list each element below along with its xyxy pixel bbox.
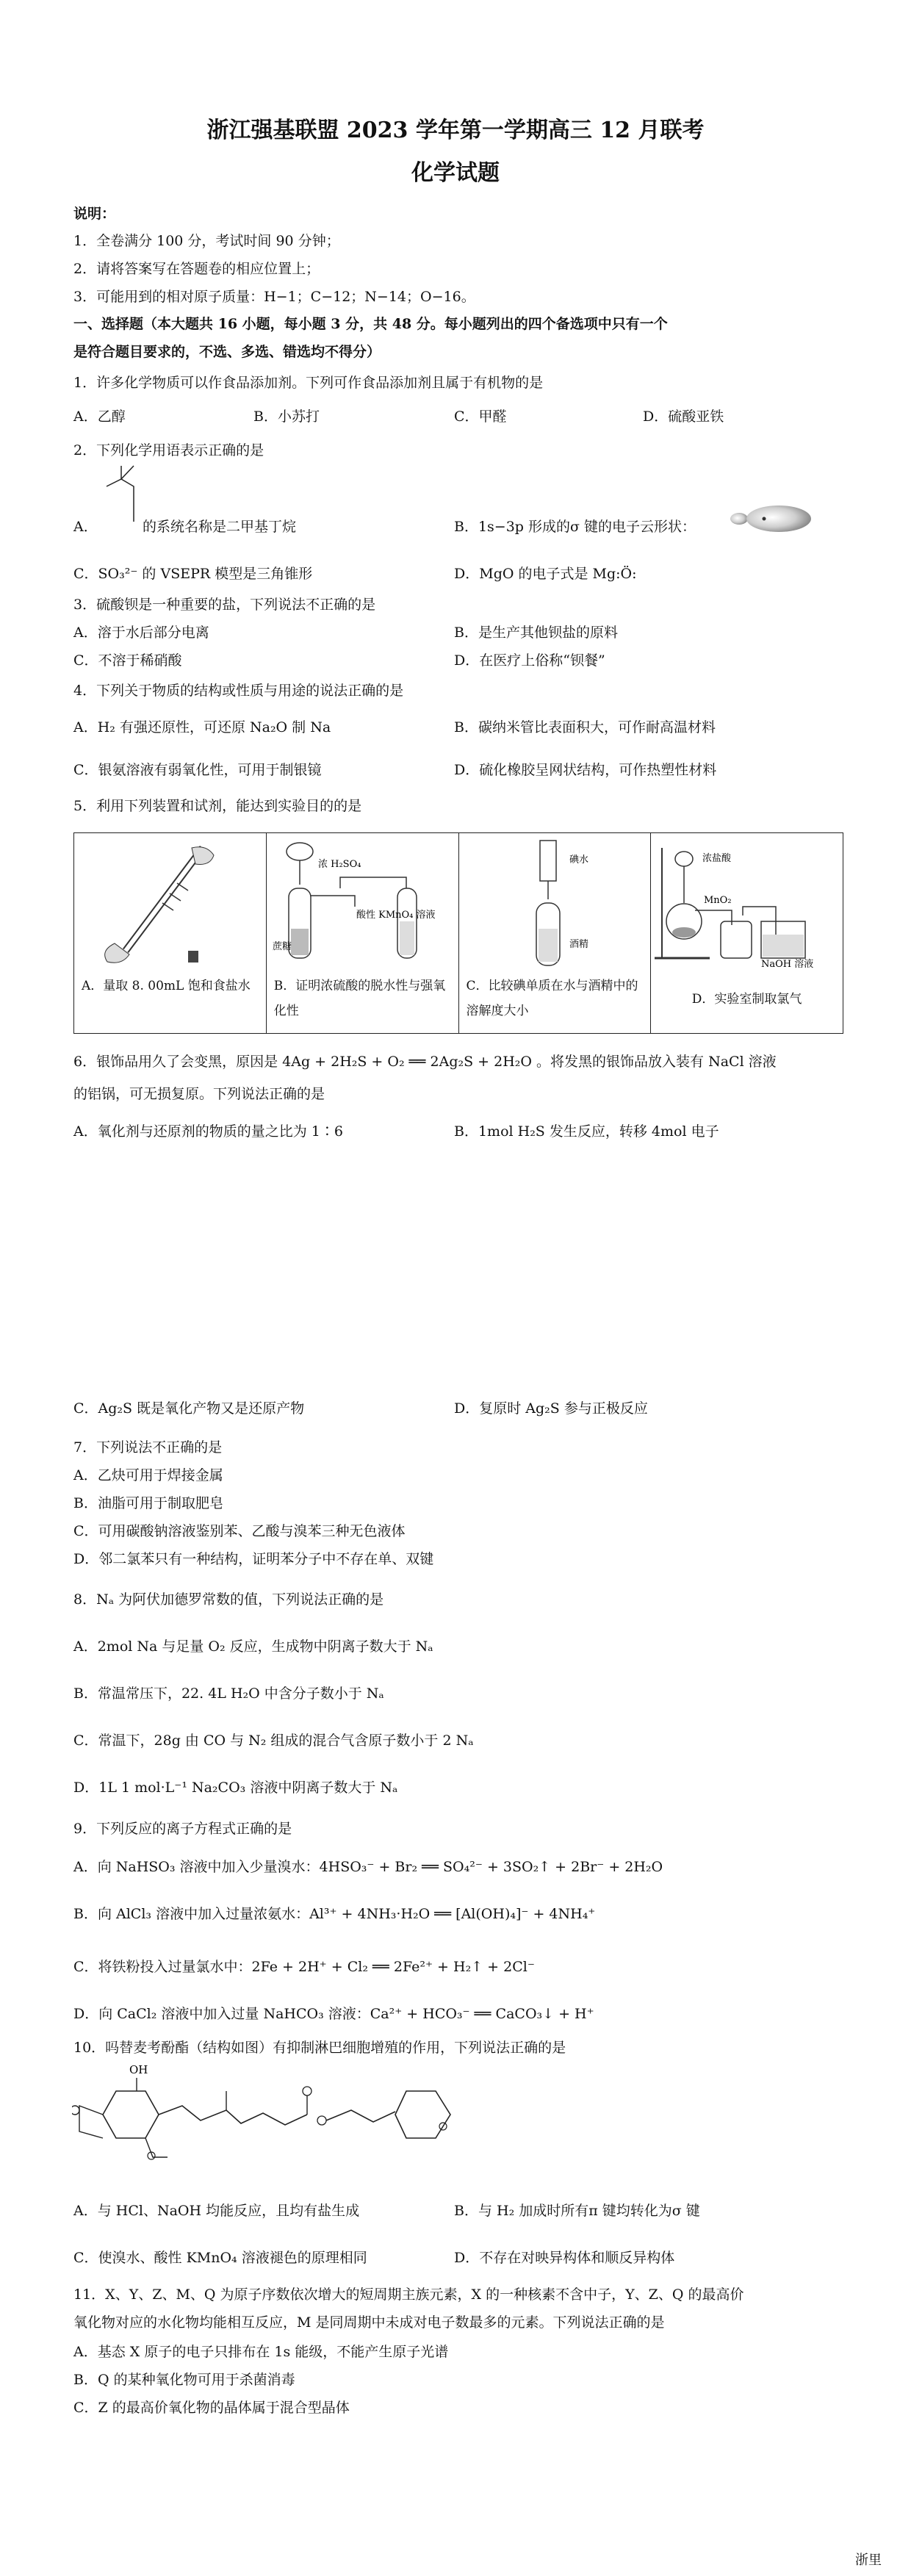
mycophenolate-mofetil-structure — [72, 2062, 513, 2172]
q2-option-d: D．MgO 的电子式是 Mg:Ö: — [454, 566, 637, 582]
exam-title: 浙江强基联盟 2023 学年第一学期高三 12 月联考 — [206, 118, 705, 143]
q5-apparatus-table — [73, 832, 843, 1034]
q4-option-c: C．银氨溶液有弱氧化性，可用于制银镜 — [73, 762, 322, 778]
q6-option-b: B．1mol H₂S 发生反应，转移 4mol 电子 — [454, 1123, 719, 1140]
section-heading-2: 是符合题目要求的，不选、多选、错选均不得分） — [73, 344, 381, 360]
q1-option-a: A．乙醇 — [73, 409, 126, 425]
q7-option-b: B．油脂可用于制取肥皂 — [73, 1495, 223, 1511]
exam-subtitle: 化学试题 — [411, 160, 500, 186]
q7-stem: 7．下列说法不正确的是 — [73, 1439, 223, 1456]
label-conc-hcl: 浓盐酸 — [702, 853, 732, 864]
q7-option-c: C．可用碳酸钠溶液鉴别苯、乙酸与溴苯三种无色液体 — [73, 1523, 406, 1539]
q11-option-b: B．Q 的某种氧化物可用于杀菌消毒 — [73, 2372, 295, 2388]
q11-stem: 11．X、Y、Z、M、Q 为原子序数依次增大的短周期主族元素，X 的一种核素不含中子，Y、Z、Q 的最高价 — [73, 2287, 744, 2303]
q5-stem: 5．利用下列装置和试剂，能达到实验目的的是 — [73, 798, 362, 814]
page-footer: 浙里 — [855, 2552, 882, 2568]
q9-option-c: C．将铁粉投入过量氯水中：2Fe + 2H⁺ + Cl₂ ══ 2Fe²⁺ + H₂↑ + 2Cl⁻ — [73, 1959, 535, 1975]
q10-stem: 10．吗替麦考酚酯（结构如图）有抑制淋巴细胞增殖的作用，下列说法正确的是 — [73, 2040, 566, 2056]
q6-stem: 6．银饰品用久了会变黑，原因是 4Ag + 2H₂S + O₂ ══ 2Ag₂S + 2H₂O 。将发黑的银饰品放入装有 NaCl 溶液 — [73, 1054, 777, 1070]
q5-option-c: C．比较碘单质在水与酒精中的溶解度大小 — [466, 979, 638, 1018]
q4-option-b: B．碳纳米管比表面积大，可作耐高温材料 — [454, 719, 716, 735]
q8-option-a: A．2mol Na 与足量 O₂ 反应，生成物中阴离子数大于 Nₐ — [73, 1638, 433, 1655]
q2-option-b: B．1s−3p 形成的σ 键的电子云形状： — [454, 519, 696, 535]
q1-option-c: C．甲醛 — [454, 409, 507, 425]
q2-option-c: C．SO₃²⁻ 的 VSEPR 模型是三角锥形 — [73, 566, 313, 582]
section-heading: 一、选择题（本大题共 16 小题，每小题 3 分，共 48 分。每小题列出的四个备选项中只有一个 — [73, 316, 668, 332]
q10-option-b: B．与 H₂ 加成时所有π 键均转化为σ 键 — [454, 2203, 700, 2219]
note-item: 1．全卷满分 100 分，考试时间 90 分钟； — [73, 233, 340, 249]
q6-stem-2: 的铝锅，可无损复原。下列说法正确的是 — [73, 1086, 325, 1102]
structure-oh-label: OH — [129, 2063, 148, 2076]
q2-stem: 2．下列化学用语表示正确的是 — [73, 442, 264, 458]
label-iodine-water: 碘水 — [569, 855, 588, 866]
burette-apparatus-image — [74, 833, 265, 968]
note-item: 3．可能用到的相对原子质量：H−1；C−12；N−14；O−16。 — [73, 289, 475, 305]
q9-option-a: A．向 NaHSO₃ 溶液中加入少量溴水：4HSO₃⁻ + Br₂ ══ SO₄²⁻ + 3SO₂↑ + 2Br⁻ + 2H₂O — [73, 1859, 663, 1875]
q8-stem: 8．Nₐ 为阿伏加德罗常数的值，下列说法正确的是 — [73, 1591, 384, 1608]
sigma-bond-electron-cloud — [726, 503, 814, 535]
apparatus-c — [459, 833, 651, 968]
q3-option-b: B．是生产其他钡盐的原料 — [454, 625, 618, 641]
q2-option-a: 的系统名称是二甲基丁烷 — [143, 519, 297, 535]
q3-stem: 3．硫酸钡是一种重要的盐，下列说法不正确的是 — [73, 597, 376, 613]
q1-option-b: B．小苏打 — [253, 409, 320, 425]
q9-option-d: D．向 CaCl₂ 溶液中加入过量 NaHCO₃ 溶液：Ca²⁺ + HCO₃⁻ ══ CaCO₃↓ + H⁺ — [73, 2006, 594, 2022]
label-sucrose: 蔗糖 — [272, 941, 292, 952]
notes-heading: 说明： — [73, 206, 116, 222]
apparatus-b — [267, 833, 458, 968]
apparatus-d — [651, 833, 843, 968]
q3-option-a: A．溶于水后部分电离 — [73, 625, 209, 641]
q7-option-d: D．邻二氯苯只有一种结构，证明苯分子中不存在单、双键 — [73, 1551, 434, 1567]
q9-option-b: B．向 AlCl₃ 溶液中加入过量浓氨水：Al³⁺ + 4NH₃·H₂O ══ [Al(OH)₄]⁻ + 4NH₄⁺ — [73, 1906, 596, 1922]
label-mno2: MnO₂ — [704, 895, 732, 906]
note-item: 2．请将答案写在答题卷的相应位置上； — [73, 261, 320, 277]
q4-option-a: A．H₂ 有强还原性，可还原 Na₂O 制 Na — [73, 719, 331, 735]
apparatus-a — [74, 833, 266, 968]
q8-option-b: B．常温常压下，22. 4L H₂O 中含分子数小于 Nₐ — [73, 1685, 384, 1702]
label-acidic-kmno4: 酸性 KMnO₄ 溶液 — [356, 910, 436, 921]
chlorine-prep-apparatus-image — [651, 833, 842, 968]
q5-option-b: B．证明浓硫酸的脱水性与强氧化性 — [273, 979, 446, 1018]
q8-option-d: D．1L 1 mol·L⁻¹ Na₂CO₃ 溶液中阴离子数大于 Nₐ — [73, 1780, 398, 1796]
q5-option-d: D．实验室制取氯气 — [691, 992, 802, 1007]
q3-option-d: D．在医疗上俗称“钡餐” — [454, 652, 605, 669]
label-alcohol: 酒精 — [569, 939, 588, 950]
label-naoh-solution: NaOH 溶液 — [761, 959, 814, 968]
q2-option-a-label: A． — [73, 519, 98, 535]
label-conc-h2so4: 浓 H₂SO₄ — [317, 859, 361, 870]
q11-option-a: A．基态 X 原子的电子只排布在 1s 能级，不能产生原子光谱 — [73, 2344, 449, 2360]
q9-stem: 9．下列反应的离子方程式正确的是 — [73, 1821, 292, 1837]
q4-option-d: D．硫化橡胶呈网状结构，可作热塑性材料 — [454, 762, 717, 778]
q8-option-c: C．常温下，28g 由 CO 与 N₂ 组成的混合气含原子数小于 2 Nₐ — [73, 1733, 474, 1749]
q1-option-d: D．硫酸亚铁 — [643, 409, 724, 425]
iodine-solubility-apparatus-image — [459, 833, 650, 968]
q1-stem: 1．许多化学物质可以作食品添加剂。下列可作食品添加剂且属于有机物的是 — [73, 375, 544, 391]
q6-option-d: D．复原时 Ag₂S 参与正极反应 — [454, 1400, 648, 1417]
q4-stem: 4．下列关于物质的结构或性质与用途的说法正确的是 — [73, 683, 404, 699]
q10-option-c: C．使溴水、酸性 KMnO₄ 溶液褪色的原理相同 — [73, 2250, 367, 2266]
dehydration-apparatus-image — [267, 833, 458, 968]
q6-option-c: C．Ag₂S 既是氧化产物又是还原产物 — [73, 1400, 305, 1417]
dimethylbutane-skeleton — [103, 464, 147, 523]
q7-option-a: A．乙炔可用于焊接金属 — [73, 1467, 223, 1483]
q3-option-c: C．不溶于稀硝酸 — [73, 652, 182, 669]
q11-stem-2: 氧化物对应的水化物均能相互反应，M 是同周期中未成对电子数最多的元素。下列说法正确的是 — [73, 2314, 665, 2331]
q5-option-a: A．量取 8. 00mL 饱和食盐水 — [82, 979, 251, 993]
q10-option-a: A．与 HCl、NaOH 均能反应，且均有盐生成 — [73, 2203, 360, 2219]
q10-option-d: D．不存在对映异构体和顺反异构体 — [454, 2250, 675, 2266]
q6-option-a: A．氧化剂与还原剂的物质的量之比为 1∶6 — [73, 1123, 343, 1140]
q11-option-c: C．Z 的最高价氧化物的晶体属于混合型晶体 — [73, 2400, 350, 2416]
